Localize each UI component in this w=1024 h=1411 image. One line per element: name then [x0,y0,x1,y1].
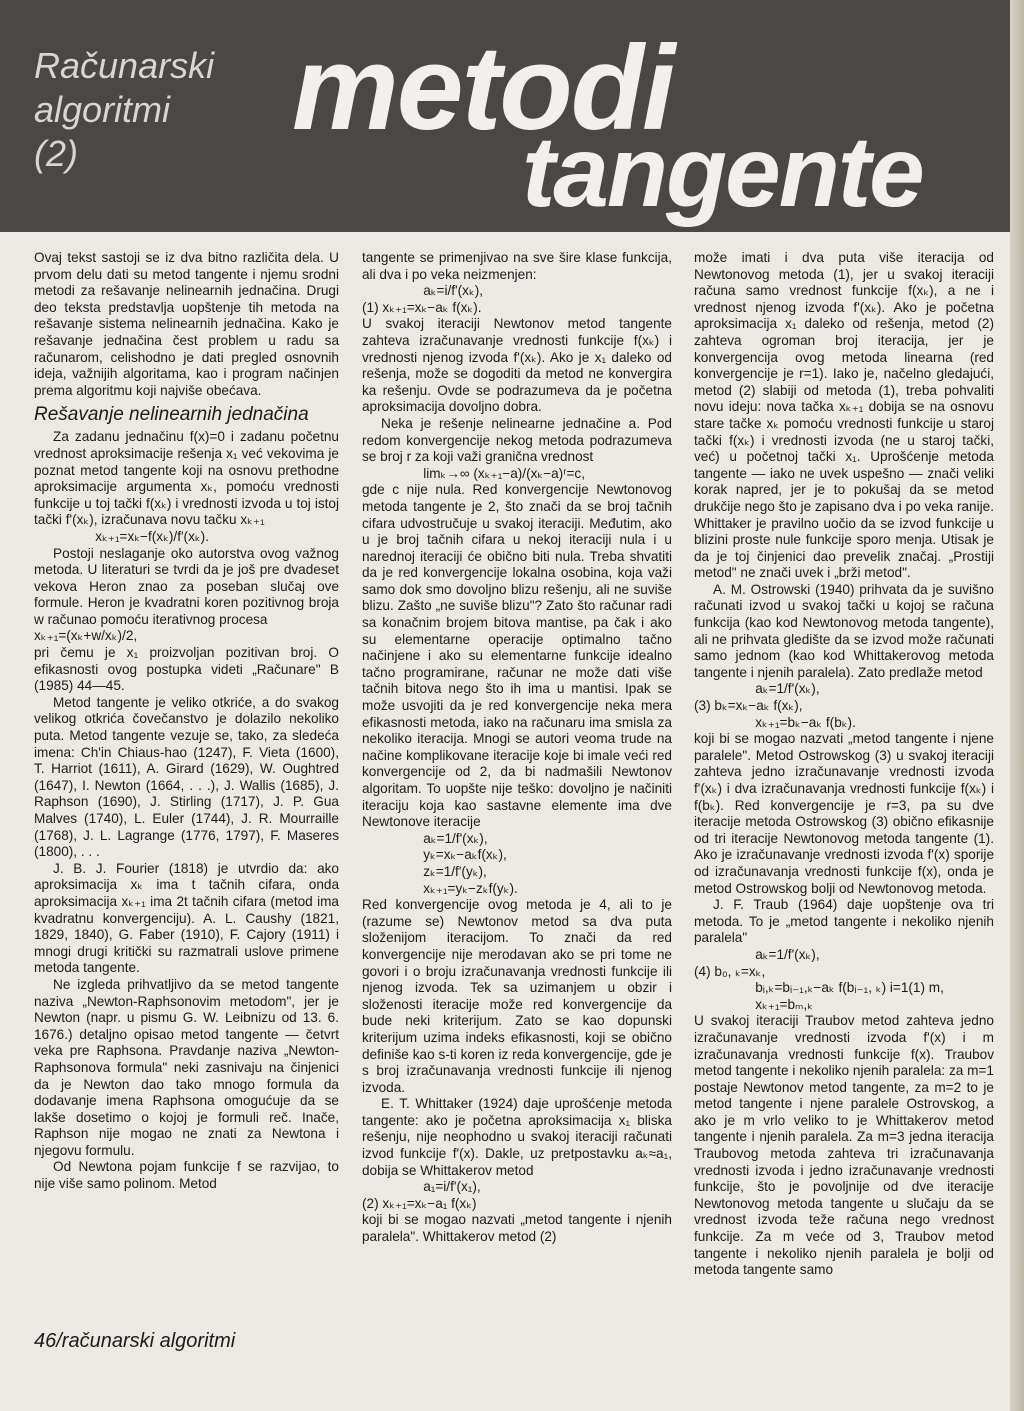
paragraph: A. M. Ostrowski (1940) prihvata da je suvišno računati izvod u svakoj tački u kojoj se računa funkcija (kao kod Newtonovog metoda tangente), ali ne prihvata gledište da se izvod može računati samo jednom (kao kod Whittakerovog metoda tangente i njenih paralela). Zato predlaže metod [694,581,994,680]
formula: aₖ=1/f'(xₖ), [423,830,488,846]
formula: xₖ₊₁=yₖ−zₖf(yₖ). [423,880,518,896]
paragraph: Neka je rešenje nelinearne jednačine a. Pod redom konvergencije nekog metoda podrazumeva se broj r za koji važi granična vrednost [362,415,672,465]
intro-paragraph: Ovaj tekst sastoji se iz dva bitno različita dela. U prvom delu dati su metod tangente i njemu srodni metodi za rešavanje nelinearnih jednačina. Drugi deo teksta predstavlja uopštenje tih metoda na rešavanje sistema nelinearnih jednačina. Kako je rešavanje jednačina čest problem u radu sa računarom, celishodno je dati pregled osnovnih ideja, važnijih algoritama, kao i program načinjen prema algoritmu koji najviše obećava. [34,250,339,398]
formula: bᵢ,ₖ=bᵢ₋₁,ₖ−aₖ f(bᵢ₋₁, ₖ) i=1(1) m, [755,980,944,996]
title-banner [0,0,1010,232]
formula: (3) bₖ=xₖ−aₖ f(xₖ), [694,698,803,714]
paragraph: Metod tangente je veliko otkriće, a do svakog velikog otkrića čovečanstvo je dolazilo nekoliko puta. Metod tangente vezuje se, tako, za sledeća imena: Ch'in Chiaus-hao (1247), F. Vieta (1600), T. Harriot (1611), A. Girard (1629), W. Oughtred (1647), I. Newton (1664, . . .), J. Wallis (1685), J. Raphson (1690), J. Stirling (1717), J. P. Gua Malves (1740), L. Euler (1744), J. R. Mourraille (1768), J. L. Lagrange (1776, 1797), F. Maseres (1800), . . . [34,694,339,860]
paragraph: J. B. J. Fourier (1818) je utvrdio da: ako aproksimacija xₖ ima t tačnih cifara, onda aproksimacija xₖ₊₁ ima 2t tačnih cifara (metod ima kvadratnu konvergenciju). A. L. Caushy (1821, 1829, 1840), G. Faber (1910), F. Cajory (1911) i mnogi drugi kritički su razmatrali uslove primene metoda tangente. [34,860,339,976]
page-edge [1010,0,1024,1411]
kicker-line-2: algoritmi [34,89,171,130]
formula: aₖ=1/f'(xₖ), [755,946,820,962]
paragraph: Od Newtona pojam funkcije f se razvijao, to nije više samo polinom. Metod [34,1159,339,1192]
formula: aₖ=i/f'(xₖ), [423,283,484,299]
article-title-line-2: tangente [522,116,923,228]
paragraph: E. T. Whittaker (1924) daje uprošćenje metoda tangente: ako je početna aproksimacija x₁ bliska rešenju, nije neophodno u svakoj iteraciji računati izvod funkcije f'(x). Dakle, uz pretpostavku aₖ≈a₁, dobija se Whittakerov metod [362,1096,672,1178]
paragraph: gde c nije nula. Red konvergencije Newtonovog metoda tangente je 2, što znači da se broj tačnih cifara udvostručuje u svakoj iteraciji. Međutim, ako u je broj tačnih cifara u nekoj iteraciji nula i u narednoj iteraciji će obično biti nula. Treba shvatiti da je red konvergencije lokalna osobina, koja važi samo dok smo dovoljno blizu rešenju, ali ne suviše blizu. Zašto „ne suviše blizu"? Zato što računar radi sa konačnim brojem bitova mantise, pa čak i ako su elementarne operacije optimalno tačno načinjene i ako su elementarne funkcije idealno tačno programirane, računar ne može dati više tačnih bitova nego što ih ima u mantisi. Ipak se može usvojiti da je red konvergencije neka mera efikasnosti metoda, iako na računaru ima smisla za nekoliko iteracija. Mnogi se autori veoma trude na načine komplikovane iteracije koje bi imale veći red konvergencije od 2, da bi nadmašili Newtonov algoritam. To uopšte nije teško: dovoljno je načiniti iteraciju koja kao sastavne elemente ima dve Newtonove iteracije [362,482,672,830]
formula: zₖ=1/f'(yₖ), [423,863,487,879]
paragraph: U svakoj iteraciji Newtonov metod tangente zahteva izračunavanje vrednosti funkcije f(xₖ) i vrednosti njenog izvoda f'(xₖ). Ako je x₁ daleko od rešenja, može se dogoditi da metod ne konvergira ka rešenju. Ovde se podrazumeva da je početna aproksimacija dovoljno dobra. [362,316,672,415]
text-column-3 [694,250,994,1279]
formula: xₖ₊₁=(xₖ+w/xₖ)/2, [34,628,138,644]
paragraph: pri čemu je x₁ proizvoljan pozitivan broj. O efikasnosti ovog postupka videti „Računare" B (1985) 44—45. [34,645,339,694]
formula: xₖ₊₁=bₘ,ₖ [755,996,814,1012]
paragraph: koji bi se mogao nazvati „metod tangente i njene paralele". Metod Ostrowskog (3) u svakoj iteraciji zahteva jedno izračunavanje vrednosti izvoda f'(xₖ) i dva izračunavanja vrednosti funkcije f(xₖ) i f(bₖ). Red konvergencije je r=3, pa su dve iteracije metoda Ostrowskog (3) obično efikasnije od tri iteracije Newtonovog metoda tangente (1). Ako je izračunavanje vrednosti izvoda f'(x) sporije od izračunavanja vrednosti funkcije f(x), onda je metod Ostrowskog bolji od Newtonovog metoda. [694,731,994,896]
formula: limₖ→∞ (xₖ₊₁−a)/(xₖ−a)ʳ=c, [423,465,585,481]
paragraph: Ne izgleda prihvatljivo da se metod tangente naziva „Newton-Raphsonovim metodom", jer je Newton (napr. u pismu G. W. Leibnizu od 13. 6. 1676.) detaljno opisao metod tangente — četvrt veka pre Raphsona. Pravdanje naziva „Newton-Raphsonova formula" neki zasnivaju na činjenici da je Newton dao tako mnogo formula da dodavanje imena Raphsona omogućuje da se lakše dosetimo o kojoj je formuli reč. Inače, Raphson nije mogao ne znati za Newtona i njegovu formulu. [34,976,339,1158]
formula: a₁=i/f'(x₁), [423,1179,481,1195]
kicker-line-1: Računarski [34,45,215,86]
formula: aₖ=1/f'(xₖ), [755,681,820,697]
text-column-2 [362,250,672,1246]
kicker-line-3: (2) [34,133,78,174]
formula: (1) xₖ₊₁=xₖ−aₖ f(xₖ). [362,299,482,315]
paragraph: može imati i dva puta više iteracija od Newtonovog metoda (1), jer u svakoj iteraciji računa samo vrednost funkcije f(xₖ), a ne i vrednost njenog izvoda f'(xₖ). Ako je početna aproksimacija x₁ daleko od rešenja, metod (2) zahteva ogroman broj iteracija, jer je konvergencija ovog metoda linearna (red konvergencije je r=1). Iako je, načelno gledajući, metod (2) slabiji od metoda (1), treba pohvaliti novu ideju: nova tačka xₖ₊₁ dobija se na osnovu stare tačke xₖ pomoću vrednosti funkcije u staroj tački f(xₖ) i vrednosti izvoda (ne u staroj tački, već) u početnoj tački x₁. Uprošćenje metoda tangente — iako ne uvek uspešno — znači veliki korak napred, jer je to pokušaj da se metod drukčije nego što je zapisano dva i po veka ranije. Whittaker je pravilno uočio da se izvod funkcije u blizini proste nule funkcije sporo menja. Utisak je da je toj činjenici dao prevelik značaj. „Prostiji metod" ne znači uvek i „brži metod". [694,250,994,581]
text-column-1 [34,250,339,1193]
paragraph: Postoji neslaganje oko autorstva ovog važnog metoda. U literaturi se tvrdi da je još pre dvadeset vekova Heron znao za poseban slučaj ove formule. Heron je kvadratni koren pozitivnog broja w računao pomoću iterativnog procesa [34,545,339,627]
paragraph: koji bi se mogao nazvati „metod tangente i njenih paralela". Whittakerov metod (2) [362,1212,672,1245]
series-kicker [34,44,274,176]
section-heading: Rešavanje nelinearnih jednačina [34,404,309,426]
page-footer: 46/računarski algoritmi [34,1330,236,1352]
paragraph: Za zadanu jednačinu f(x)=0 i zadanu početnu vrednost aproksimacije rešenja x₁ već vekovima je poznat metod tangente koji na osnovu prethodne aproksimacije argumenta xₖ, pomoću vrednosti funkcije u toj tački f(xₖ) i vrednosti izvoda u toj istoj tački f'(xₖ), izračunava novu tačku xₖ₊₁ [34,429,339,528]
paragraph: Red konvergencije ovog metoda je 4, ali to je (razume se) Newtonov metod sa dva puta složenijom iteracijom. To znači da red konvergencije nije merodavan ako se pri tome ne govori i o broju izračunavanja vrednosti funkcije ili njenog izvoda. Tek sa uzimanjem u obzir i složenosti iteracije može red konvergencije da bude neki kriterijum. Zato se kao dopunski kriterijum uzima indeks efikasnosti, koji se obično definiše kao s-ti koren iz reda konvergencije, gde je s broj izračunavanja vrednosti funkcije ili njenog izvoda. [362,897,672,1095]
formula: xₖ₊₁=bₖ−aₖ f(bₖ). [755,714,856,730]
paragraph: tangente se primenjivao na sve šire klase funkcija, ali dva i po veka neizmenjen: [362,250,672,282]
formula: (4) b₀, ₖ=xₖ, [694,963,766,979]
formula: yₖ=xₖ−aₖf(xₖ), [423,847,507,863]
formula: (2) xₖ₊₁=xₖ−a₁ f(xₖ) [362,1195,477,1211]
paragraph: J. F. Traub (1964) daje uopštenje ova tri metoda. To je „metod tangente i nekoliko njenih paralela" [694,897,994,946]
paragraph: U svakoj iteraciji Traubov metod zahteva jedno izračunavanje vrednosti izvoda f'(x) i m izračunavanja vrednosti funkcije f(x). Traubov metod tangente i nekoliko njenih paralela: za m=1 postaje Newtonov metod tangente, za m=2 to je metod tangente i njene paralele Ostrovskog, a ako je m vrlo veliko to je Whittakerov metod tangente i njenih paralela. Za m=3 jedna iteracija Traubovog metoda zahteva tri izračunavanja vrednosti izvoda i jedno izračunavanje vrednosti funkcije, što je povoljnije od dve iteracije Newtonovog metoda tangente u slučaju da se vrednost izvoda teže računa nego vrednost funkcije. Za m veće od 3, Traubov metod tangente i nekoliko njenih paralela je bolji od metoda tangente samo [694,1013,994,1278]
formula: xₖ₊₁=xₖ−f(xₖ)/f'(xₖ). [95,528,209,544]
article-title-line-1: metodi [292,21,674,155]
